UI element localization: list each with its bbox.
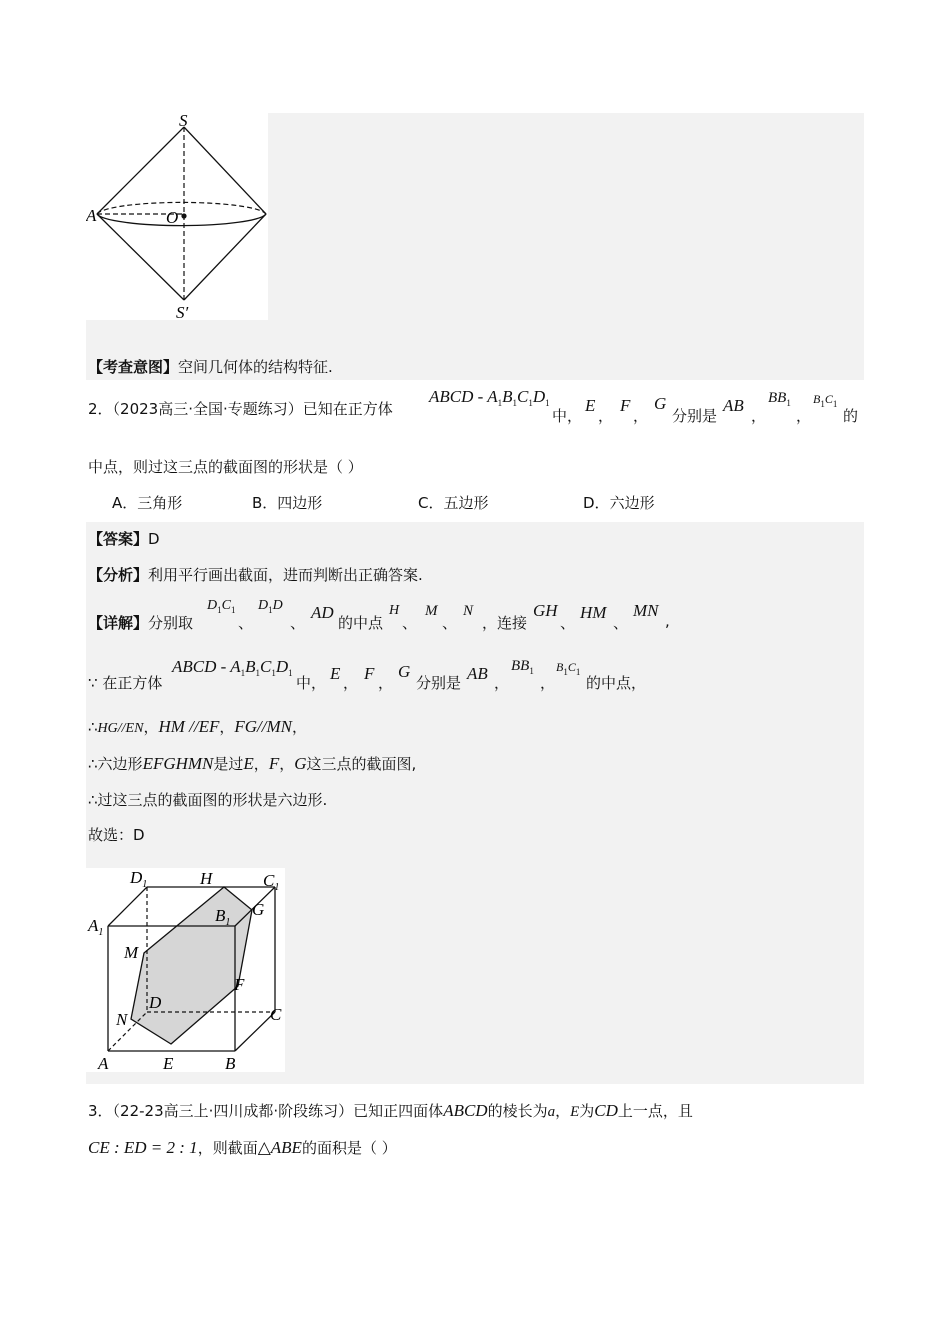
q2-c4: ， [796,407,812,425]
q2-e: E [585,396,596,415]
cube-label-g: G [252,900,265,919]
double-cone-figure [86,113,268,320]
detail-m: M [425,603,438,619]
q3-stem-line1: 3．（22-23高三上·四川成都·阶段练习）已知正四面体ABCD的棱长为a，E为CD上一点，且 [88,1101,693,1120]
cube-label-b: B [225,1054,236,1072]
cube-label-m: M [124,943,139,962]
q2-c2: ， [633,407,649,425]
because-c2: ， [378,674,394,692]
q2-c3: ， [751,407,767,425]
q2-ab: AB [723,396,744,415]
cube-label-c: C [270,1005,282,1024]
intent-line: 【考查意图】空间几何体的结构特征. [88,358,333,376]
detail-sep6: 、 [613,614,629,632]
cube-label-e: E [163,1054,174,1072]
q2-stem-line2: 中点，则过这三点的截面图的形状是（ ） [88,458,363,476]
q2-in: 中， [552,407,583,425]
cube-label-h: H [200,869,213,888]
because-c4: ， [540,674,556,692]
cube-section-figure [86,868,285,1072]
because-f: F [364,664,375,683]
analysis-line: 【分析】利用平行画出截面，进而判断出正确答案. [88,566,423,584]
q2-resp: 分别是 [672,407,718,425]
hexagon-line: ∴六边形EFGHMN是过E，F，G这三点的截面图, [88,754,417,773]
cube-label-b1: $B_1$ [215,906,231,928]
detail-hm: HM [580,603,607,622]
cube-label-f: F [234,975,245,994]
detail-ad: AD [311,603,334,622]
q2-bb1: $BB_1$ [768,390,791,408]
cube-label-d1: $D_1$ [130,868,148,890]
because-resp: 分别是 [416,674,462,692]
detail-n: N [463,603,474,619]
because-tail: 的中点， [586,674,647,692]
detail-d1c1: $D_1C_1$ [207,598,236,615]
detail-sep5: 、 [560,614,576,632]
detail-sep1: 、 [238,614,254,632]
detail-connect: ，连接 [482,614,528,632]
detail-h: H [389,603,400,618]
choice-line: 故选：D [88,826,145,844]
parallel-line: ∴HG//EN，HM //EF，FG//MN， [88,717,307,736]
detail-sep4: 、 [442,614,458,632]
detail-sep2: 、 [290,614,306,632]
label-s: S [179,113,188,130]
because-in: 中， [296,674,327,692]
because-cube: ABCD - $A_1B_1C_1D_1$ [172,657,293,678]
option-b[interactable]: B．四边形 [252,494,323,512]
option-c[interactable]: C．五边形 [418,494,489,512]
label-s-prime: S′ [176,303,189,320]
q2-b1c1: $B_1C_1$ [813,392,838,409]
q2-g: G [654,394,667,413]
detail-gh: GH [533,601,558,620]
answer-line: 【答案】D [88,530,160,548]
q2-f: F [620,396,631,415]
because-bb1: $BB_1$ [511,658,534,676]
option-d[interactable]: D．六边形 [583,494,655,512]
q2-cube-name: ABCD - $A_1B_1C_1D_1$ [429,387,550,408]
because-b1c1: $B_1C_1$ [556,660,581,677]
cube-label-a: A [98,1054,109,1072]
q2-c1: ， [598,407,614,425]
conclusion-line: ∴过这三点的截面图的形状是六边形. [88,791,328,809]
because-c1: ， [343,674,359,692]
because-line: ∵ 在正方体 [88,674,163,692]
because-c3: ， [494,674,510,692]
detail-line: 【详解】分别取 [88,614,194,632]
detail-mn: MN [633,601,659,620]
cube-label-a1: $A_1$ [88,916,104,938]
detail-mid: 的中点 [338,614,384,632]
because-g: G [398,662,411,681]
cube-label-c1: $C_1$ [263,871,280,893]
q3-stem-line2: CE : ED = 2 : 1，则截面△ABE的面积是（ ） [88,1138,397,1157]
q2-de: 的 [843,407,859,425]
q2-stem-line1: 2．（2023高三·全国·专题练习）已知在正方体 [88,400,393,418]
cube-label-n: N [116,1010,128,1029]
label-o: O [166,208,179,227]
option-a[interactable]: A．三角形 [112,494,183,512]
detail-end: , [665,612,670,630]
label-a: A [86,206,97,225]
because-e: E [330,664,341,683]
because-ab: AB [467,664,488,683]
detail-d1d: $D_1D$ [258,598,283,615]
cube-label-d: D [149,993,162,1012]
detail-sep3: 、 [402,614,418,632]
